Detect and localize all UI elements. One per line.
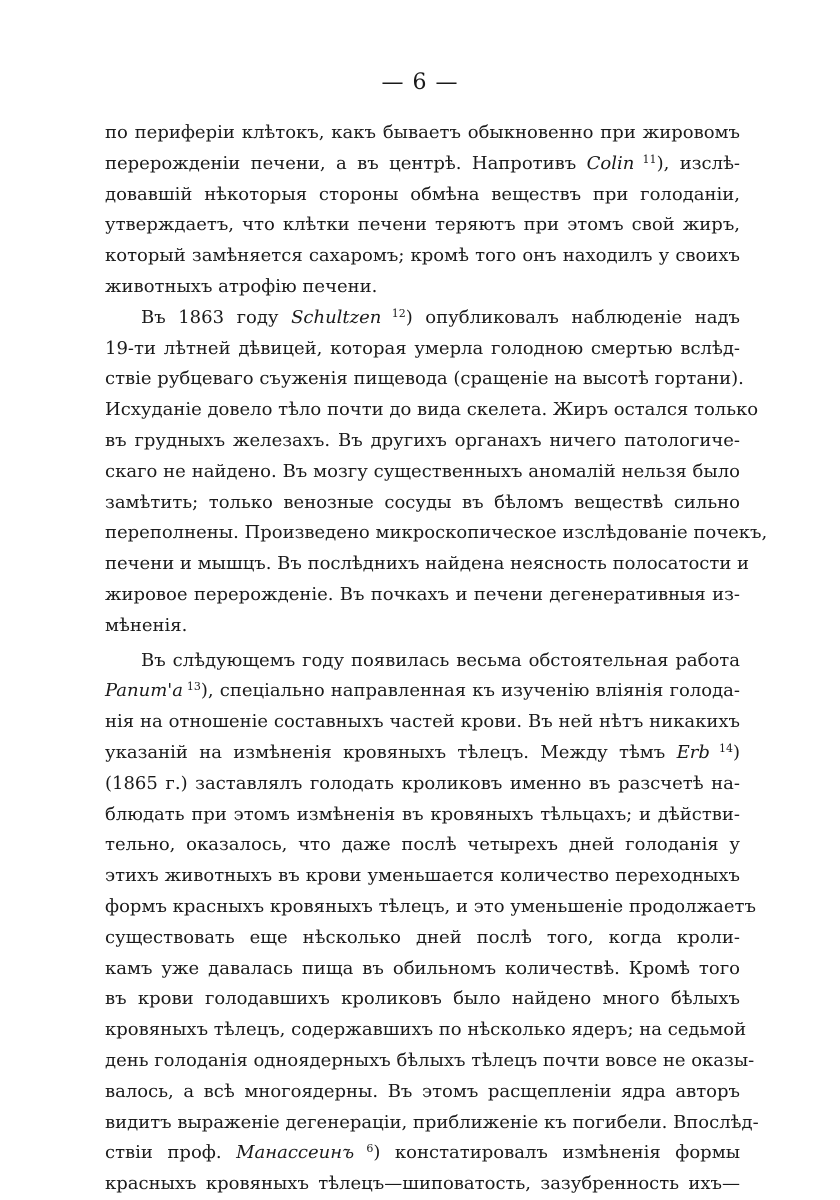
line-text: тельно, оказалось, что даже послѣ четырехъ дней голоданія у bbox=[105, 834, 740, 856]
text-line bbox=[105, 210, 740, 241]
author-name: Panum bbox=[105, 680, 168, 702]
line-text: указаній на измѣненія кровяныхъ тѣлецъ. Между тѣмъ bbox=[105, 741, 677, 763]
line-text: кровяныхъ тѣлецъ, содержавшихъ по нѣсколько ядеръ; на седьмой bbox=[105, 1019, 747, 1041]
line-text: видитъ выраженіе дегенераціи, приближеніе къ погибели. Впослѣд- bbox=[105, 1111, 759, 1133]
footnote-ref: 6 bbox=[354, 1142, 374, 1156]
footnote-ref: 13 bbox=[182, 680, 201, 694]
text-line bbox=[105, 457, 740, 488]
line-text: Въ слѣдующемъ году появилась весьма обстоятельная работа bbox=[141, 649, 740, 671]
line-text: по периферіи клѣтокъ, какъ бываетъ обыкновенно при жировомъ bbox=[105, 122, 740, 143]
text-line bbox=[105, 272, 740, 303]
text-line bbox=[105, 676, 740, 707]
text-line bbox=[105, 984, 740, 1015]
line-tail: ) bbox=[732, 741, 740, 763]
line-text: нія на отношеніе составныхъ частей крови. Въ ней нѣтъ никакихъ bbox=[105, 711, 740, 733]
line-text: утверждаетъ, что клѣтки печени теряютъ при этомъ свой жиръ, bbox=[105, 214, 740, 236]
line-tail: ) опубликовалъ наблюденіе надъ bbox=[405, 306, 741, 328]
text-line bbox=[105, 426, 740, 457]
author-name: Erb bbox=[676, 741, 710, 763]
footnote-ref: 12 bbox=[381, 306, 406, 320]
line-text: блюдать при этомъ измѣненія въ кровяныхъ тѣльцахъ; и дѣйстви- bbox=[105, 803, 740, 825]
text-line bbox=[105, 364, 744, 395]
text-line bbox=[105, 241, 740, 272]
line-text: перерожденіи печени, а въ центрѣ. Напротивъ bbox=[105, 152, 587, 174]
line-text: ствіе рубцеваго съуженія пищевода (сращеніе на высотѣ гортани). bbox=[105, 368, 744, 390]
text-line bbox=[105, 1108, 759, 1139]
text-line bbox=[105, 830, 740, 861]
line-text: Въ 1863 году bbox=[141, 306, 292, 328]
text-line bbox=[105, 549, 750, 580]
text-line bbox=[105, 395, 759, 426]
text-line bbox=[105, 1046, 755, 1077]
text-line bbox=[105, 303, 740, 334]
text-line bbox=[105, 738, 740, 769]
text-line bbox=[105, 1169, 740, 1200]
text-line bbox=[105, 1138, 740, 1169]
footnote-ref: 11 bbox=[634, 152, 657, 166]
text-line bbox=[105, 923, 740, 954]
author-name: Schultzen bbox=[291, 306, 382, 328]
text-line bbox=[105, 1015, 747, 1046]
footnote-ref: 14 bbox=[709, 741, 733, 755]
line-tail: ), изслѣ- bbox=[656, 152, 740, 174]
line-text: камъ уже давалась пища въ обильномъ количествѣ. Кромѣ того bbox=[105, 957, 740, 979]
line-tail: ), спеціально направленная къ изученію вліянія голода- bbox=[200, 680, 740, 702]
text-line bbox=[105, 488, 740, 519]
author-suffix: 'a bbox=[167, 680, 183, 702]
line-text: въ грудныхъ железахъ. Въ другихъ органахъ ничего патологиче- bbox=[105, 429, 740, 451]
text-line bbox=[105, 800, 740, 831]
text-line bbox=[105, 518, 768, 549]
line-text: печени и мышцъ. Въ послѣднихъ найдена неясность полосатости и bbox=[105, 553, 750, 575]
line-text: формъ красныхъ кровяныхъ тѣлецъ, и это уменьшеніе продолжаетъ bbox=[105, 895, 756, 917]
text-line bbox=[105, 149, 740, 180]
text-line bbox=[105, 180, 740, 211]
line-text: въ крови голодавшихъ кроликовъ было найдено много бѣлыхъ bbox=[105, 988, 740, 1010]
text-line bbox=[105, 1077, 740, 1108]
page-number: — 6 — bbox=[381, 70, 459, 95]
line-text: который замѣняется сахаромъ; кромѣ того онъ находилъ у своихъ bbox=[105, 245, 740, 267]
body-text bbox=[105, 118, 768, 1200]
text-line bbox=[105, 334, 740, 365]
line-tail: ) констатировалъ измѣненія формы bbox=[373, 1142, 741, 1164]
text-line bbox=[105, 118, 740, 149]
line-text: жировое перерожденіе. Въ почкахъ и печени дегенеративныя из- bbox=[105, 583, 740, 605]
author-name: Манассеинъ bbox=[236, 1142, 355, 1164]
text-line bbox=[105, 954, 740, 985]
line-text: довавшій нѣкоторыя стороны обмѣна веществъ при голоданіи, bbox=[105, 183, 740, 205]
line-text: мѣненія. bbox=[105, 614, 188, 636]
line-text: Исхуданіе довело тѣло почти до вида скелета. Жиръ остался только bbox=[105, 399, 759, 421]
text-line bbox=[105, 707, 740, 738]
line-text: существовать еще нѣсколько дней послѣ того, когда кроли- bbox=[105, 926, 740, 948]
line-text: этихъ животныхъ въ крови уменьшается количество переходныхъ bbox=[105, 865, 740, 887]
line-text: красныхъ кровяныхъ тѣлецъ—шиповатость, зазубренность ихъ— bbox=[105, 1173, 740, 1195]
line-text: скаго не найдено. Въ мозгу существенныхъ аномалій нельзя было bbox=[105, 460, 740, 482]
line-text: переполнены. Произведено микроскопическое изслѣдованіе почекъ, bbox=[105, 522, 768, 544]
text-line bbox=[105, 769, 740, 800]
text-line bbox=[105, 580, 740, 611]
author-name: Colin bbox=[586, 152, 635, 174]
line-text: животныхъ атрофію печени. bbox=[105, 275, 378, 297]
text-line bbox=[105, 646, 740, 677]
text-line bbox=[105, 611, 740, 642]
line-text: замѣтить; только венозные сосуды въ бѣломъ веществѣ сильно bbox=[105, 491, 740, 513]
line-text: ствіи проф. bbox=[105, 1142, 237, 1164]
line-text: валось, а всѣ многоядерны. Въ этомъ расщепленіи ядра авторъ bbox=[105, 1080, 740, 1102]
line-text: 19-ти лѣтней дѣвицей, которая умерла голодною смертью вслѣд- bbox=[105, 337, 740, 359]
text-line bbox=[105, 892, 756, 923]
line-text: день голоданія одноядерныхъ бѣлыхъ тѣлецъ почти вовсе не оказы- bbox=[105, 1049, 755, 1071]
text-line bbox=[105, 861, 740, 892]
line-text: (1865 г.) заставлялъ голодать кроликовъ именно въ разсчетѣ на- bbox=[105, 772, 740, 794]
